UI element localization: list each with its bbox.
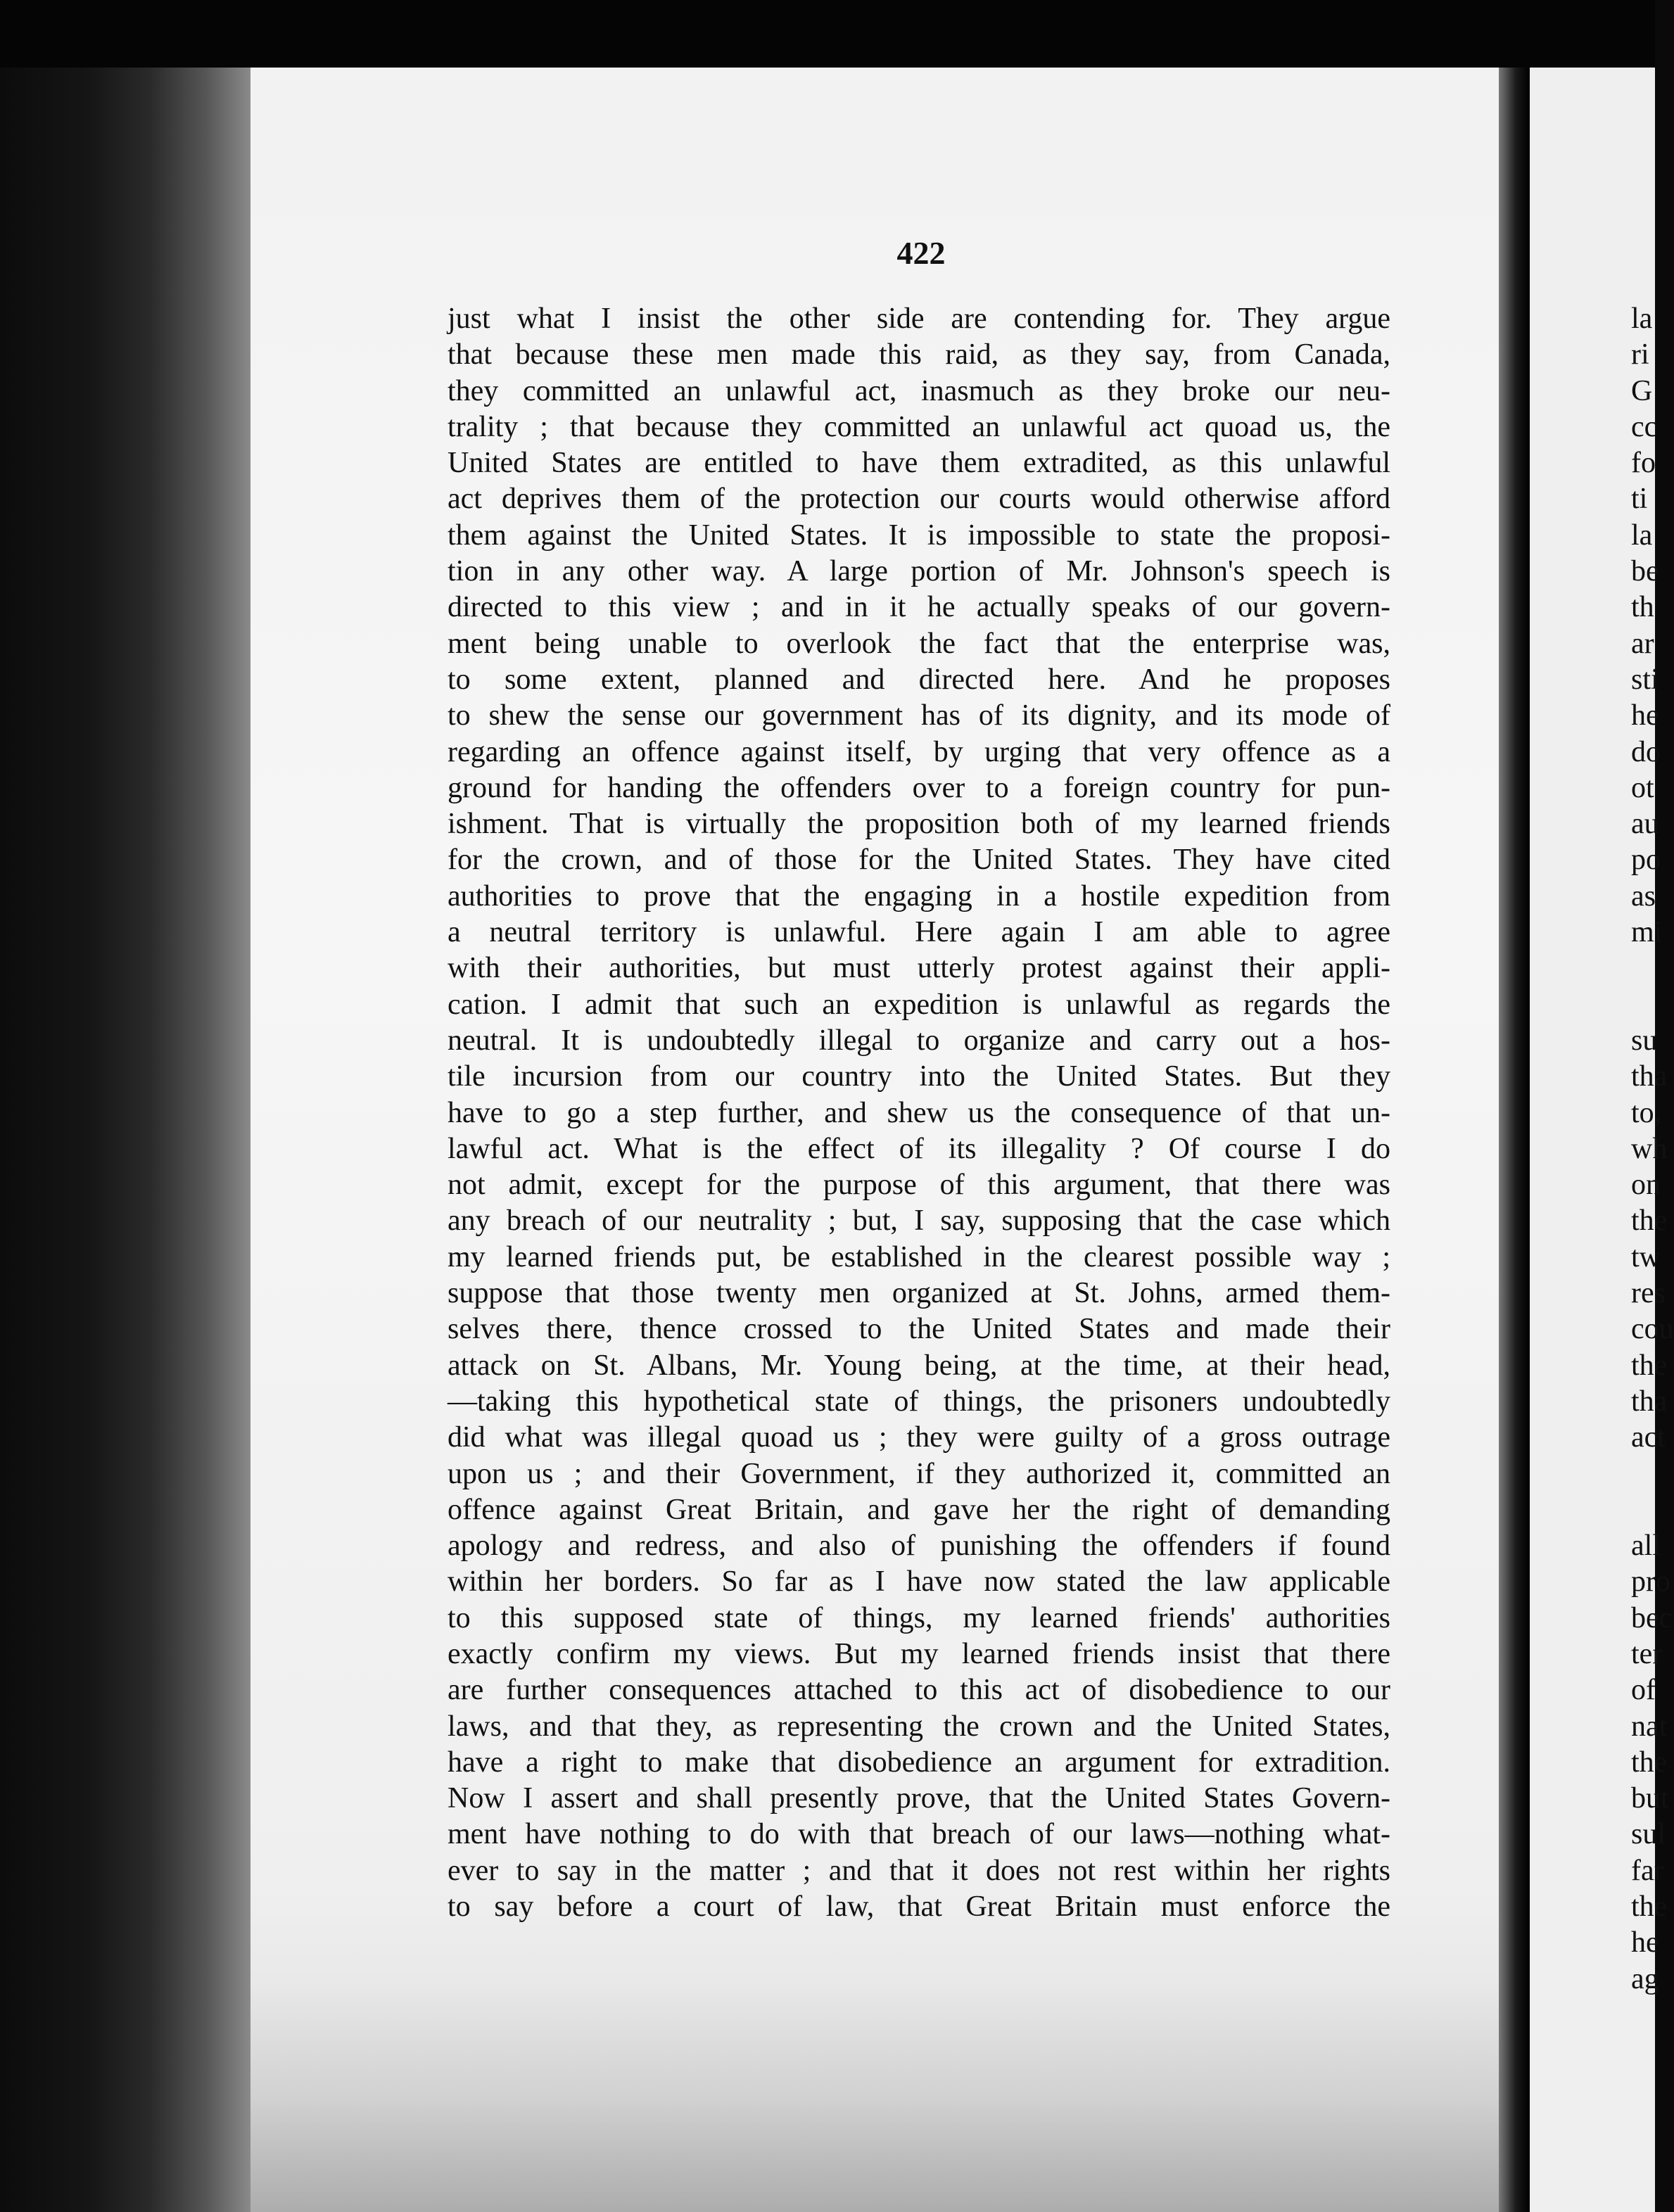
- text-line: they committed an unlawful act, inasmuch as they broke our neu-: [448, 374, 1390, 407]
- fragment: the: [1631, 1204, 1668, 1238]
- fragment: be: [1631, 555, 1659, 588]
- text-line: a neutral territory is unlawful. Here again I am able to agree: [448, 916, 1390, 949]
- text-line: directed to this view ; and in it he actually speaks of our govern-: [448, 591, 1390, 624]
- text-line: for the crown, and of those for the United States. They have cited: [448, 844, 1390, 877]
- text-line: to say before a court of law, that Great Britain must enforce the: [448, 1890, 1390, 1924]
- fragment: ti: [1631, 483, 1648, 516]
- fragment: tw: [1631, 1240, 1661, 1273]
- fragment: cc: [1631, 410, 1658, 443]
- fragment: on: [1631, 1169, 1661, 1202]
- fragment: but: [1631, 1782, 1669, 1815]
- text-line: to shew the sense our government has of its dignity, and its mode of: [448, 699, 1390, 732]
- fragment: bec: [1631, 1601, 1673, 1634]
- fragment: far: [1631, 1854, 1664, 1887]
- text-line: with their authorities, but must utterly protest against their appli-: [448, 952, 1390, 985]
- fragment: G: [1631, 374, 1653, 407]
- adjacent-page-fragments: [1631, 301, 1674, 1997]
- text-line: tion in any other way. A large portion of Mr. Johnson's speech is: [448, 555, 1390, 588]
- page-gutter: [1499, 68, 1530, 2212]
- fragment: he: [1631, 699, 1659, 732]
- fragment: th: [1631, 591, 1654, 624]
- text-line: to this supposed state of things, my learned friends' authorities: [448, 1601, 1390, 1634]
- fragment-gap: [1631, 1456, 1655, 1529]
- text-line: act deprives them of the protection our courts would otherwise afford: [448, 483, 1390, 516]
- text-line: apology and redress, and also of punishing the offenders if found: [448, 1530, 1390, 1563]
- text-line: them against the United States. It is impossible to state the proposi-: [448, 519, 1390, 552]
- fragment: tha: [1631, 1385, 1668, 1418]
- text-line: trality ; that because they committed an unlawful act quoad us, the: [448, 410, 1390, 443]
- scan-top-border: [0, 0, 1655, 68]
- text-line: lawful act. What is the effect of its illegality ? Of course I do: [448, 1132, 1390, 1165]
- text-line: laws, and that they, as representing the crown and the United States,: [448, 1710, 1390, 1743]
- text-line: offence against Great Britain, and gave her the right of demanding: [448, 1493, 1390, 1526]
- text-line: have a right to make that disobedience an argument for extradition.: [448, 1746, 1390, 1779]
- fragment: la: [1631, 519, 1653, 552]
- fragment: as: [1631, 879, 1656, 913]
- fragment: to,: [1631, 1096, 1662, 1129]
- text-line: attack on St. Albans, Mr. Young being, at the time, at their head,: [448, 1349, 1390, 1382]
- text-line: not admit, except for the purpose of this argument, that there was: [448, 1169, 1390, 1202]
- fragment: fo: [1631, 447, 1656, 480]
- text-line: ment being unable to overlook the fact that the enterprise was,: [448, 627, 1390, 660]
- text-line: just what I insist the other side are contending for. They argue: [448, 303, 1390, 335]
- fragment: ar: [1631, 627, 1654, 660]
- text-line: any breach of our neutrality ; but, I say, supposing that the case which: [448, 1204, 1390, 1238]
- fragment: all: [1631, 1530, 1661, 1563]
- fragment: do: [1631, 735, 1661, 768]
- text-line: exactly confirm my views. But my learned friends insist that there: [448, 1637, 1390, 1670]
- fragment: of: [1631, 1674, 1656, 1707]
- fragment: cou: [1631, 1313, 1674, 1346]
- text-line: tile incursion from our country into the United States. But they: [448, 1060, 1390, 1093]
- fragment: act: [1631, 1421, 1666, 1454]
- text-line: that because these men made this raid, as they say, from Canada,: [448, 338, 1390, 371]
- text-line: my learned friends put, be established in the clearest possible way ;: [448, 1240, 1390, 1273]
- text-line: ground for handing the offenders over to a foreign country for pun-: [448, 771, 1390, 804]
- fragment: tha: [1631, 1060, 1668, 1093]
- text-line: suppose that those twenty men organized at St. Johns, armed them-: [448, 1277, 1390, 1310]
- text-line: Now I assert and shall presently prove, that the United States Govern-: [448, 1782, 1390, 1815]
- text-line: ishment. That is virtually the proposition both of my learned friends: [448, 808, 1390, 841]
- fragment: he: [1631, 1926, 1659, 1959]
- book-binding-shadow: [0, 68, 251, 2212]
- fragment-gap: [1631, 951, 1655, 1023]
- text-line: [448, 1925, 1390, 1961]
- fragment: nat: [1631, 1710, 1668, 1743]
- text-line: to some extent, planned and directed here. And he proposes: [448, 663, 1390, 696]
- text-line: —taking this hypothetical state of things, the prisoners undoubtedly: [448, 1385, 1390, 1418]
- page-number: 422: [896, 235, 946, 271]
- text-line: United States are entitled to have them extradited, as this unlawful: [448, 447, 1390, 480]
- fragment: res: [1631, 1277, 1666, 1310]
- text-line: cation. I admit that such an expedition is unlawful as regards the: [448, 988, 1390, 1021]
- body-text: [448, 301, 1390, 1962]
- fragment: au: [1631, 808, 1659, 841]
- fragment: la: [1631, 303, 1653, 335]
- scan-bottom-shading: [251, 1984, 1499, 2212]
- text-line: ever to say in the matter ; and that it does not rest within her rights: [448, 1854, 1390, 1887]
- fragment: ag: [1631, 1962, 1659, 1995]
- fragment: sti: [1631, 663, 1659, 696]
- fragment: pro: [1631, 1565, 1670, 1598]
- text-line: ment have nothing to do with that breach of our laws—nothing what-: [448, 1818, 1390, 1851]
- fragment: ri: [1631, 338, 1649, 371]
- fragment: ter: [1631, 1637, 1663, 1670]
- fragment: mi: [1631, 916, 1663, 949]
- text-line: neutral. It is undoubtedly illegal to organize and carry out a hos-: [448, 1024, 1390, 1057]
- text-line: have to go a step further, and shew us the consequence of that un-: [448, 1096, 1390, 1129]
- fragment: sul: [1631, 1818, 1666, 1851]
- fragment: the: [1631, 1746, 1668, 1779]
- fragment: the: [1631, 1890, 1668, 1924]
- fragment: ot: [1631, 771, 1654, 804]
- text-line: are further consequences attached to this act of disobedience to our: [448, 1674, 1390, 1707]
- fragment: wh: [1631, 1132, 1668, 1165]
- fragment: po: [1631, 844, 1661, 877]
- fragment: su: [1631, 1024, 1658, 1057]
- text-line: upon us ; and their Government, if they authorized it, committed an: [448, 1457, 1390, 1490]
- text-line: did what was illegal quoad us ; they were guilty of a gross outrage: [448, 1421, 1390, 1454]
- text-line: regarding an offence against itself, by urging that very offence as a: [448, 735, 1390, 768]
- text-line: authorities to prove that the engaging in a hostile expedition from: [448, 879, 1390, 913]
- text-line: within her borders. So far as I have now stated the law applicable: [448, 1565, 1390, 1598]
- fragment: the: [1631, 1349, 1668, 1382]
- text-line: selves there, thence crossed to the United States and made their: [448, 1313, 1390, 1346]
